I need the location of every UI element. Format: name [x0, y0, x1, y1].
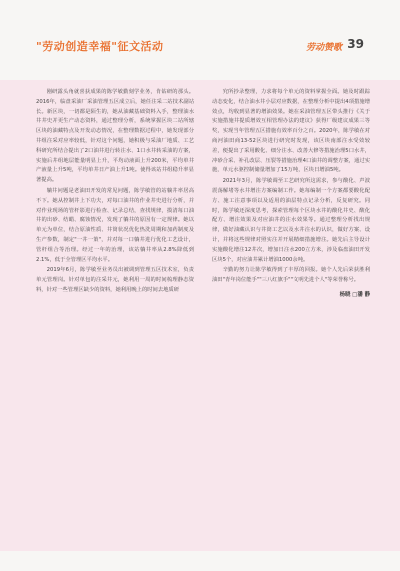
article-body: [36, 88, 370, 545]
paragraph: 躺井问题是老油田开发的常见问题，陈学敏管的站躺井率居高不下。她从控制井上下功夫，对每口油井的作业井史进行分析，并对作业现场的管杆影进行检查、记录总结，查找规律，摸清每口油井的出砂、结蜡、腐蚀情况，发现了躺井的原因有一定规律。她以单元为单位，结合原油性质、井筒状况优化热洗周期和加药制度及生产参数，制定"一井一策"，并对每一口躺井进行优化工艺设计，管杆组合等治理。经过一年的治理，该站躺井率从2.8%降低到2.1%，低于全管理区平均水平。: [36, 187, 194, 263]
paragraph: 2019年6月，陈学敏至业务员出被调到管理五区技术室，负责单元管理岗。针对单包的注采井元，她利用一周的时间梳理静态资料，针对一些管理区缺少的资料，她利用晚上的时间去地质研: [36, 267, 194, 293]
page-number: 39: [347, 37, 364, 51]
paragraph: 刚研露头角就喜获成果的陈学敏勤刻学业务，肯钻研的那头。2016年，临盘采油厂采油管理五区成立后，她任注采二站技术副站长。新区块，一切都是陌生的，她从油藏基础资料入手，整理油水井井史并更生产动态资料，通过整理分析，系统掌握区块二站所辖区块的油藏特点及开发动态情况，在整理数据过程中，她发现部分井组注采对应率较低，针对这个问题，她积极与采油厂地质、工艺科研究所结合提出了2口油井进行转注水、1口水井转采油的方案，实施后井组地层能量明显上升，平均动液面上升200米，平均单井产液量上升5吨，平均单井日产油上升1吨。使得该站井组稳升率显著提高。: [36, 89, 194, 184]
paragraph: 2021年3月，陈学敏调至工艺研究所这需求，参与酸化、声波震荡解堵等水井增注方案编制工作。她每编制一个方案都要酸化配方、施工注意事项以及适用的油层特点记录分析，反复研究。同时，陈学敏还深度思考，探索管理每个区块水井的酸化井史、酸化配方、增注效果及对应油井的注水效果等。通过整理分析找出规律，做好油藏认识与井筒工艺以及水井注水的认识，做好方案、设计，并将这些规律对照实注并开展精细措施增注。她先后主导设计实施酸化增注12井次，增加日注水200立方米，涉及临盘油田开发区块5个，对应油井累计增油1000余吨。: [212, 178, 370, 263]
article-right-column: [212, 88, 370, 545]
article-left-column: [36, 88, 194, 545]
column-name: 劳动赞歌: [305, 43, 342, 53]
page-header: [0, 0, 400, 78]
section-title: "劳动创造幸福"征文活动: [36, 40, 164, 53]
paragraph: 辛勤的努力让陈学敏得到了丰厚的回报。她个人先后荣获胜利油田"青年岗位能手""三八红旗手""文明先进个人"等荣誉称号。: [212, 267, 370, 284]
author-byline: 杨晓 □潘 静: [339, 291, 370, 298]
paragraph: 究所抄录整理，力求将每个单元的资料掌握全面。她及时跟踪动态变化，结合油水井小层对应数据，在整理分析中提出4项措施增效点，均收到显著的增油效果。她在采油管理五区带头推行《关于实施措施井提质增效互相管理办法的建议》获得厂级建议成果三等奖，实现当年管理五区措施有效率百分之百。2020年，陈学敏在对商河油田商13-52区块进行研究时发现，该区块南部注水受效较差，便提出了采用酸化、细分注水、改善大修等措施治理5口水井，冲砂合采、补孔改层、压裂等措施治理4口油井的调整方案，通过实施，单元水驱控制储量增加了15万吨，区块日增油5吨。: [212, 89, 370, 174]
